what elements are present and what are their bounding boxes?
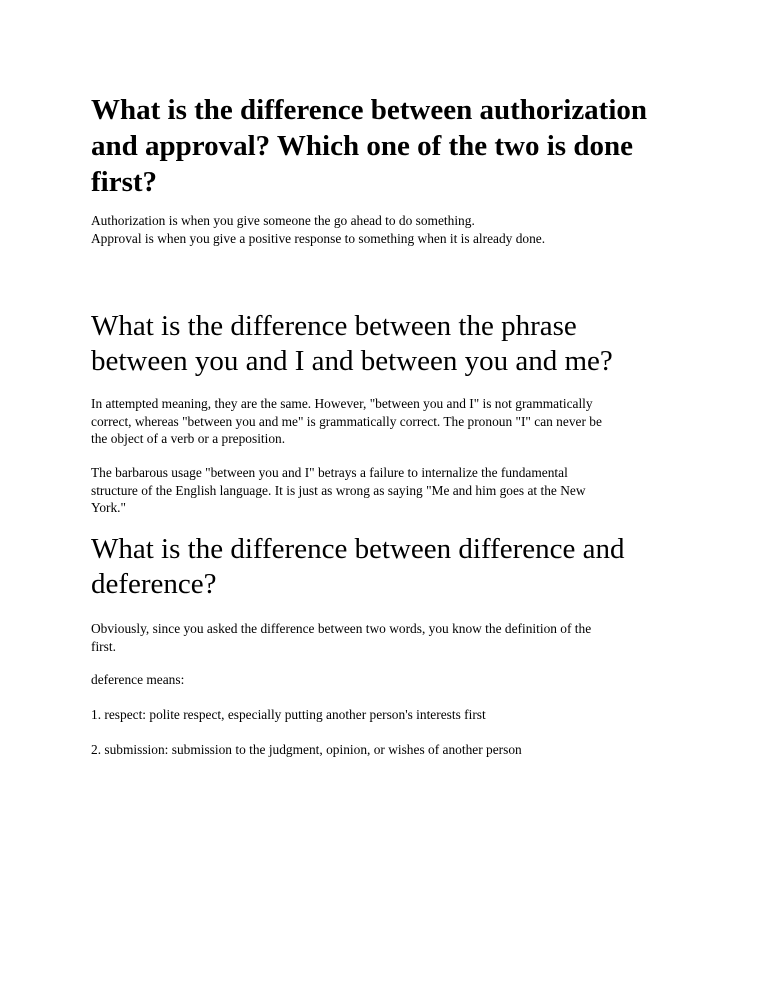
paragraph-line: York."	[91, 500, 126, 515]
heading-line: deference?	[91, 568, 217, 600]
paragraph-line: correct, whereas "between you and me" is grammatically correct. The pronoun "I" can never be	[91, 413, 602, 429]
heading-line: What is the difference between difference and	[91, 533, 625, 565]
paragraph-attempted-meaning	[91, 395, 691, 448]
heading-line: and approval? Which one of the two is done	[91, 130, 633, 162]
paragraph-deference-means	[91, 671, 691, 689]
paragraph-obviously	[91, 620, 691, 655]
paragraph-line: 2. submission: submission to the judgment, opinion, or wishes of another person	[91, 742, 522, 757]
heading-line: What is the difference between authorization	[91, 94, 648, 126]
paragraph-line: Authorization is when you give someone the go ahead to do something.	[91, 213, 475, 228]
heading-difference-vs-deference	[91, 532, 691, 602]
heading-line: first?	[91, 166, 158, 198]
paragraph-line: deference means:	[91, 672, 185, 687]
list-item-respect	[91, 706, 691, 724]
heading-between-you-and-i	[91, 309, 691, 379]
paragraph-line: The barbarous usage "between you and I" betrays a failure to internalize the fundamental	[91, 465, 568, 480]
paragraph-line: Approval is when you give a positive response to something when it is already done.	[91, 230, 546, 246]
paragraph-line: In attempted meaning, they are the same. However, "between you and I" is not grammatically	[91, 396, 593, 411]
paragraph-line: structure of the English language. It is just as wrong as saying "Me and him goes at the New	[91, 482, 586, 498]
paragraph-line: the object of a verb or a preposition.	[91, 431, 286, 446]
heading-line: What is the difference between the phrase	[91, 310, 577, 342]
heading-authorization-vs-approval	[91, 92, 691, 200]
list-item-submission	[91, 741, 691, 759]
paragraph-line: Obviously, since you asked the difference between two words, you know the definition of the	[91, 621, 592, 636]
paragraph-line: 1. respect: polite respect, especially putting another person's interests first	[91, 707, 486, 722]
heading-line: between you and I and between you and me?	[91, 345, 613, 377]
paragraph-barbarous-usage	[91, 464, 691, 517]
paragraph-authorization-definition	[91, 212, 691, 247]
paragraph-line: first.	[91, 638, 116, 654]
